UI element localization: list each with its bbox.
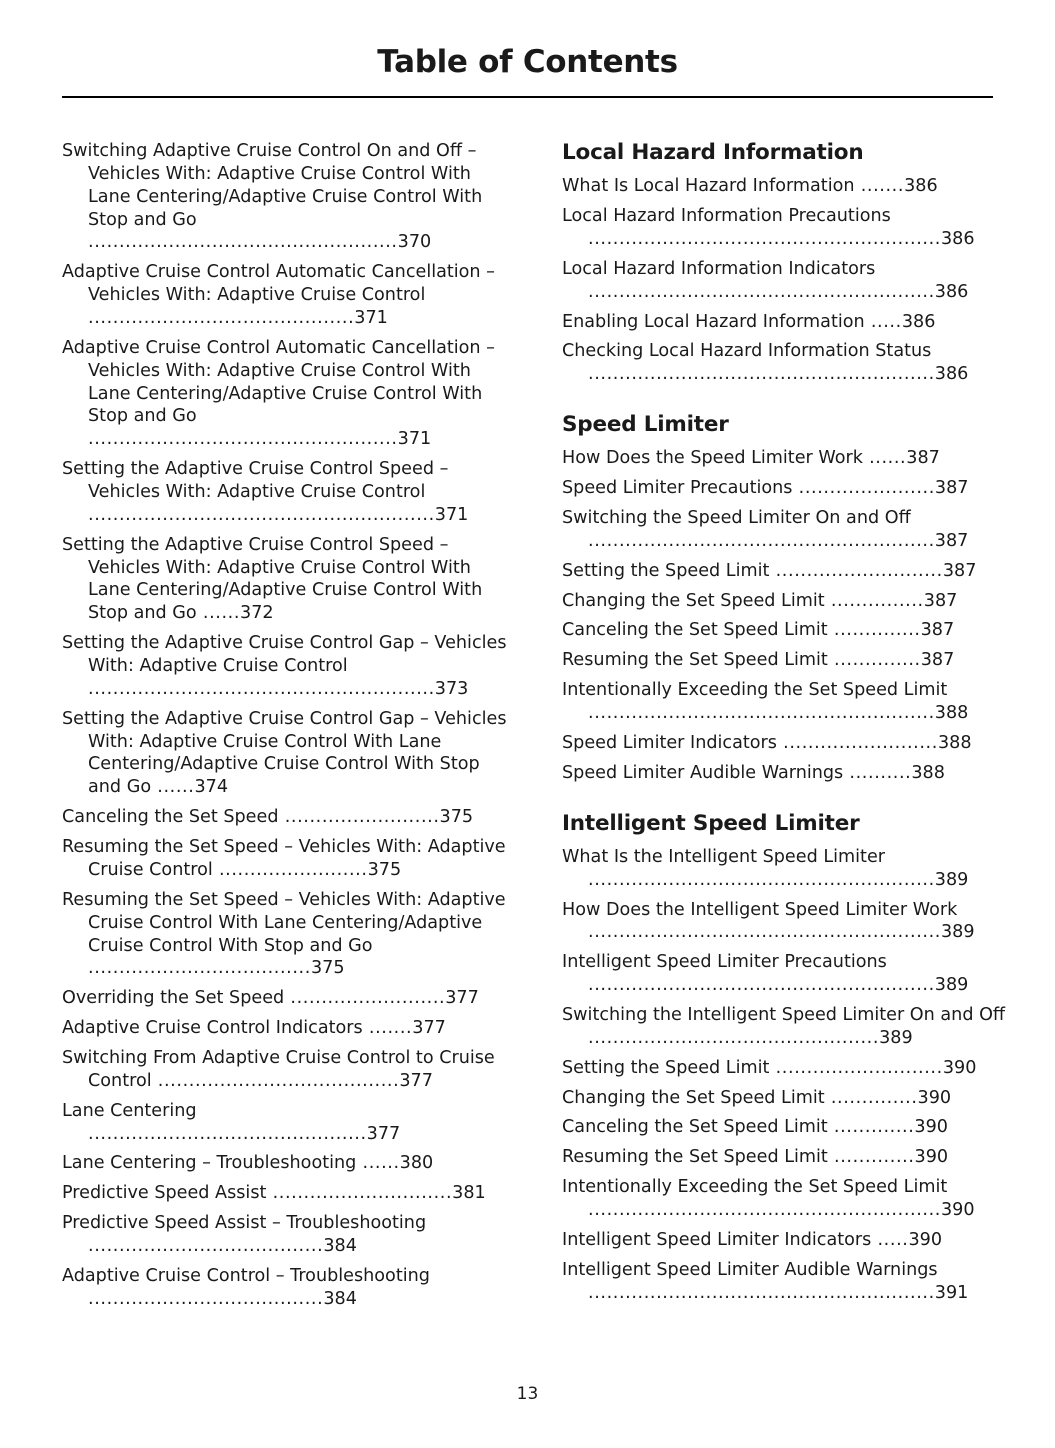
toc-entry-leader: ....... <box>362 1018 413 1039</box>
page-title: Table of Contents <box>377 44 678 80</box>
toc-entry[interactable] <box>562 1146 1014 1169</box>
toc-entry-page: 390 <box>917 1087 952 1108</box>
toc-entry-page: 373 <box>434 678 469 699</box>
toc-entry-leader: ...................................... <box>88 1235 324 1256</box>
toc-entry-page: 389 <box>934 975 969 996</box>
toc-entry-page: 387 <box>934 478 969 499</box>
toc-entry-page: 377 <box>399 1070 433 1091</box>
toc-entry-page: 389 <box>940 922 975 943</box>
toc-entry[interactable] <box>562 311 1014 334</box>
toc-entry-leader: ......................... <box>284 988 446 1009</box>
toc-entry-label: Speed Limiter Audible Warnings <box>562 762 844 783</box>
toc-entry[interactable] <box>62 1100 514 1146</box>
toc-entry-page: 387 <box>920 620 955 641</box>
toc-entry[interactable] <box>562 1116 1014 1139</box>
toc-entry-page: 374 <box>194 777 229 798</box>
toc-section-heading: Intelligent Speed Limiter <box>562 810 860 836</box>
toc-entry-page: 371 <box>354 308 388 329</box>
toc-entry-page: 391 <box>934 1282 969 1303</box>
toc-entry-leader: ....... <box>854 176 905 197</box>
toc-right-column <box>562 140 1014 1311</box>
toc-entry[interactable] <box>62 261 514 330</box>
toc-entry-leader: .......... <box>843 762 912 783</box>
toc-entry[interactable] <box>562 1176 1014 1222</box>
toc-entry-label: Canceling the Set Speed <box>62 807 279 828</box>
toc-entry-page: 386 <box>934 281 969 302</box>
toc-entry[interactable] <box>562 507 1014 553</box>
toc-entry-leader: ......................................................... <box>588 922 941 943</box>
toc-entry-label: Local Hazard Information Indicators <box>562 258 876 279</box>
toc-section-heading: Local Hazard Information <box>562 140 864 165</box>
toc-entry-leader: ........................................................ <box>588 869 935 890</box>
toc-entry-label: What Is the Intelligent Speed Limiter <box>562 846 886 867</box>
toc-entry[interactable] <box>62 987 514 1010</box>
toc-entry[interactable] <box>62 1047 514 1093</box>
toc-entry-leader: ........................................................ <box>588 364 935 385</box>
toc-entry[interactable] <box>62 140 514 254</box>
toc-entry-label: Checking Local Hazard Information Status <box>562 341 932 362</box>
toc-entry-label: Setting the Speed Limit <box>562 1057 770 1078</box>
toc-entry-leader: ............................. <box>266 1183 453 1204</box>
toc-entry-label: Switching the Intelligent Speed Limiter On and Off <box>562 1005 1006 1025</box>
toc-entry-label: Intelligent Speed Limiter Audible Warnings <box>562 1259 938 1280</box>
toc-entry[interactable] <box>62 806 514 829</box>
toc-entry-leader: ........................... <box>769 560 943 581</box>
toc-entry-page: 371 <box>434 504 469 525</box>
toc-entry-page: 390 <box>914 1147 949 1168</box>
toc-entry[interactable] <box>562 899 1014 945</box>
toc-entry-page: 384 <box>323 1288 357 1309</box>
toc-entry-page: 389 <box>934 869 969 890</box>
toc-entry-label: Resuming the Set Speed Limit <box>562 650 828 671</box>
toc-entry-label: Speed Limiter Indicators <box>562 732 777 753</box>
toc-entry-leader: ........................................................ <box>588 1282 935 1303</box>
toc-entry[interactable] <box>562 1004 1014 1050</box>
toc-entry-leader: ...... <box>196 603 241 624</box>
toc-entry[interactable] <box>562 619 1014 642</box>
toc-entry-leader: ............. <box>827 1117 915 1138</box>
toc-entry[interactable] <box>62 1212 514 1258</box>
toc-entry-page: 386 <box>901 311 936 332</box>
toc-entry-label: Lane Centering – Troubleshooting <box>62 1153 357 1174</box>
toc-entry-page: 390 <box>940 1200 975 1221</box>
toc-entry-leader: ........................... <box>769 1057 943 1078</box>
toc-entry[interactable] <box>562 258 1014 304</box>
toc-entry-page: 387 <box>906 448 940 469</box>
toc-entry-label: Adaptive Cruise Control Indicators <box>62 1018 363 1039</box>
toc-entry[interactable] <box>562 340 1014 386</box>
toc-entry-leader: ........................................................ <box>588 281 935 302</box>
toc-entry[interactable] <box>562 560 1014 583</box>
toc-entry-page: 386 <box>904 176 938 197</box>
toc-entry[interactable] <box>562 679 1014 725</box>
page-folio: 13 <box>516 1384 539 1404</box>
toc-entry-leader: ...... <box>356 1153 400 1174</box>
toc-entry[interactable] <box>62 1265 514 1311</box>
toc-entry-leader: ............................................. <box>88 1123 367 1144</box>
toc-entry-label: Setting the Speed Limit <box>562 560 770 581</box>
toc-entry-page: 381 <box>452 1183 486 1204</box>
toc-entry[interactable] <box>562 846 1014 892</box>
toc-entry-leader: ........................................................ <box>588 975 935 996</box>
toc-entry[interactable] <box>62 708 514 799</box>
toc-entry[interactable] <box>62 889 514 980</box>
toc-entry[interactable] <box>562 762 1014 785</box>
toc-entry-page: 386 <box>940 228 975 249</box>
toc-entry[interactable] <box>562 1057 1014 1080</box>
toc-entry[interactable] <box>62 534 514 625</box>
toc-entry-leader: ..... <box>871 1229 909 1250</box>
toc-entry[interactable] <box>562 1087 1014 1110</box>
toc-entry-label: Changing the Set Speed Limit <box>562 1087 825 1108</box>
toc-entry-label: Setting the Adaptive Cruise Control Speed – Vehicles With: Adaptive Cruise Control <box>62 459 449 503</box>
toc-entry[interactable] <box>562 477 1014 500</box>
toc-entry-page: 377 <box>366 1123 401 1144</box>
toc-entry-leader: ........................................................ <box>588 703 935 724</box>
toc-entry-label: Intelligent Speed Limiter Precautions <box>562 952 887 973</box>
toc-entry-page: 371 <box>397 429 432 450</box>
toc-entry-label: Intentionally Exceeding the Set Speed Limit <box>562 1177 948 1198</box>
toc-entry-label: Intentionally Exceeding the Set Speed Limit <box>562 680 948 701</box>
toc-entry-label: What Is Local Hazard Information <box>562 176 855 197</box>
toc-entry[interactable] <box>562 447 1014 470</box>
toc-entry-leader: ...................... <box>792 478 935 499</box>
toc-entry-leader: ............................................... <box>588 1027 880 1048</box>
toc-entry-page: 388 <box>937 732 972 753</box>
toc-entry[interactable] <box>62 1017 514 1040</box>
toc-columns <box>62 140 1006 1318</box>
toc-entry-leader: ........................................... <box>88 308 355 329</box>
toc-entry[interactable] <box>62 1152 514 1175</box>
toc-entry-label: Adaptive Cruise Control Automatic Cancellation – Vehicles With: Adaptive Cruise Control With Lane Centering/Adaptive Cruise Control With Stop and Go <box>62 337 495 427</box>
toc-entry-label: Adaptive Cruise Control Automatic Cancellation – Vehicles With: Adaptive Cruise Control <box>62 262 495 306</box>
toc-entry-label: Adaptive Cruise Control – Troubleshooting <box>62 1265 430 1286</box>
toc-entry-leader: ......................................................... <box>588 228 941 249</box>
toc-entry[interactable] <box>562 1259 1014 1305</box>
toc-entry[interactable] <box>562 205 1014 251</box>
toc-entry-leader: ............. <box>827 1147 915 1168</box>
toc-entry-page: 375 <box>367 859 402 880</box>
toc-entry-label: How Does the Speed Limiter Work <box>562 448 863 469</box>
toc-entry-page: 380 <box>399 1153 434 1174</box>
toc-entry-page: 388 <box>911 762 945 783</box>
toc-entry[interactable] <box>62 337 514 451</box>
toc-entry-page: 377 <box>412 1018 446 1039</box>
toc-entry-label: Setting the Adaptive Cruise Control Gap – Vehicles With: Adaptive Cruise Control With Lane Centering/Adaptive Cruise Control With Stop and Go <box>62 708 507 798</box>
toc-entry-leader: ....................................... <box>151 1070 400 1091</box>
toc-entry[interactable] <box>562 175 1014 198</box>
toc-left-column <box>62 140 514 1318</box>
toc-entry-label: Local Hazard Information Precautions <box>562 206 891 227</box>
toc-entry-leader: .............. <box>824 1087 918 1108</box>
toc-entry[interactable] <box>62 836 514 882</box>
toc-entry[interactable] <box>562 1229 1014 1252</box>
toc-entry-label: How Does the Intelligent Speed Limiter Work <box>562 899 958 920</box>
toc-entry-page: 387 <box>920 650 955 671</box>
toc-entry-label: Changing the Set Speed Limit <box>562 590 825 611</box>
toc-entry[interactable] <box>62 632 514 701</box>
toc-entry[interactable] <box>62 1182 514 1205</box>
toc-entry[interactable] <box>562 951 1014 997</box>
toc-entry[interactable] <box>562 590 1014 613</box>
toc-entry-label: Lane Centering <box>62 1100 197 1121</box>
toc-entry-label: Switching From Adaptive Cruise Control to Cruise Control <box>62 1047 495 1091</box>
toc-entry-label: Canceling the Set Speed Limit <box>562 1117 828 1138</box>
toc-entry-page: 377 <box>445 988 479 1009</box>
toc-entry-page: 388 <box>934 703 969 724</box>
toc-entry[interactable] <box>562 732 1014 755</box>
toc-entry-page: 390 <box>908 1229 943 1250</box>
toc-entry-label: Canceling the Set Speed Limit <box>562 620 828 641</box>
toc-section-heading: Speed Limiter <box>562 412 729 438</box>
toc-entry-leader: ..... <box>864 311 902 332</box>
toc-entry[interactable] <box>62 458 514 527</box>
toc-entry-page: 387 <box>934 530 969 551</box>
toc-entry-label: Intelligent Speed Limiter Indicators <box>562 1229 872 1250</box>
toc-entry-leader: ........................................................ <box>88 504 435 525</box>
toc-entry-leader: .............. <box>827 650 921 671</box>
toc-entry-label: Setting the Adaptive Cruise Control Gap – Vehicles With: Adaptive Cruise Control <box>62 633 507 677</box>
title-divider <box>62 96 993 98</box>
toc-entry-label: Switching Adaptive Cruise Control On and Off – Vehicles With: Adaptive Cruise Control With Lane Centering/Adaptive Cruise Control With Stop and Go <box>62 141 483 230</box>
toc-entry-label: Resuming the Set Speed – Vehicles With: Adaptive Cruise Control <box>62 837 506 880</box>
toc-entry-leader: ......................... <box>278 807 440 828</box>
toc-entry-leader: ...... <box>151 777 195 798</box>
toc-entry-page: 390 <box>914 1117 949 1138</box>
toc-entry-page: 387 <box>942 560 977 581</box>
toc-entry-leader: ......................................................... <box>588 1200 941 1221</box>
toc-entry-leader: .................................... <box>88 958 311 979</box>
toc-entry-page: 389 <box>879 1027 913 1048</box>
toc-entry-leader: ........................................................ <box>588 530 935 551</box>
toc-entry-leader: .................................................. <box>88 232 398 253</box>
toc-entry-label: Speed Limiter Precautions <box>562 478 793 499</box>
toc-entry-page: 384 <box>323 1235 357 1256</box>
toc-entry-label: Switching the Speed Limiter On and Off <box>562 508 911 529</box>
toc-entry-leader: ............... <box>824 590 924 611</box>
toc-entry-label: Resuming the Set Speed – Vehicles With: Adaptive Cruise Control With Lane Centering/Adaptive Cruise Control With Stop and Go <box>62 889 506 956</box>
toc-entry[interactable] <box>562 649 1014 672</box>
toc-entry-label: Resuming the Set Speed Limit <box>562 1147 828 1168</box>
toc-entry-leader: ...... <box>862 448 907 469</box>
toc-entry-leader: ......................... <box>776 732 938 753</box>
toc-entry-page: 386 <box>934 364 969 385</box>
toc-entry-leader: ........................................................ <box>88 678 435 699</box>
toc-entry-label: Predictive Speed Assist – Troubleshooting <box>62 1213 427 1234</box>
toc-entry-label: Overriding the Set Speed <box>62 988 285 1009</box>
toc-entry-page: 375 <box>439 807 474 828</box>
toc-entry-label: Enabling Local Hazard Information <box>562 311 865 332</box>
toc-entry-leader: .................................................. <box>88 429 398 450</box>
toc-entry-label: Predictive Speed Assist <box>62 1183 267 1204</box>
toc-entry-label: Setting the Adaptive Cruise Control Speed – Vehicles With: Adaptive Cruise Control With Lane Centering/Adaptive Cruise Control With Stop and Go <box>62 534 483 624</box>
toc-entry-leader: ........................ <box>212 859 368 880</box>
toc-entry-page: 375 <box>310 958 345 979</box>
toc-entry-page: 390 <box>942 1057 977 1078</box>
toc-entry-leader: .............. <box>827 620 921 641</box>
toc-entry-page: 387 <box>923 590 958 611</box>
toc-entry-page: 372 <box>240 603 274 624</box>
toc-entry-leader: ...................................... <box>88 1288 324 1309</box>
toc-entry-page: 370 <box>397 232 432 253</box>
